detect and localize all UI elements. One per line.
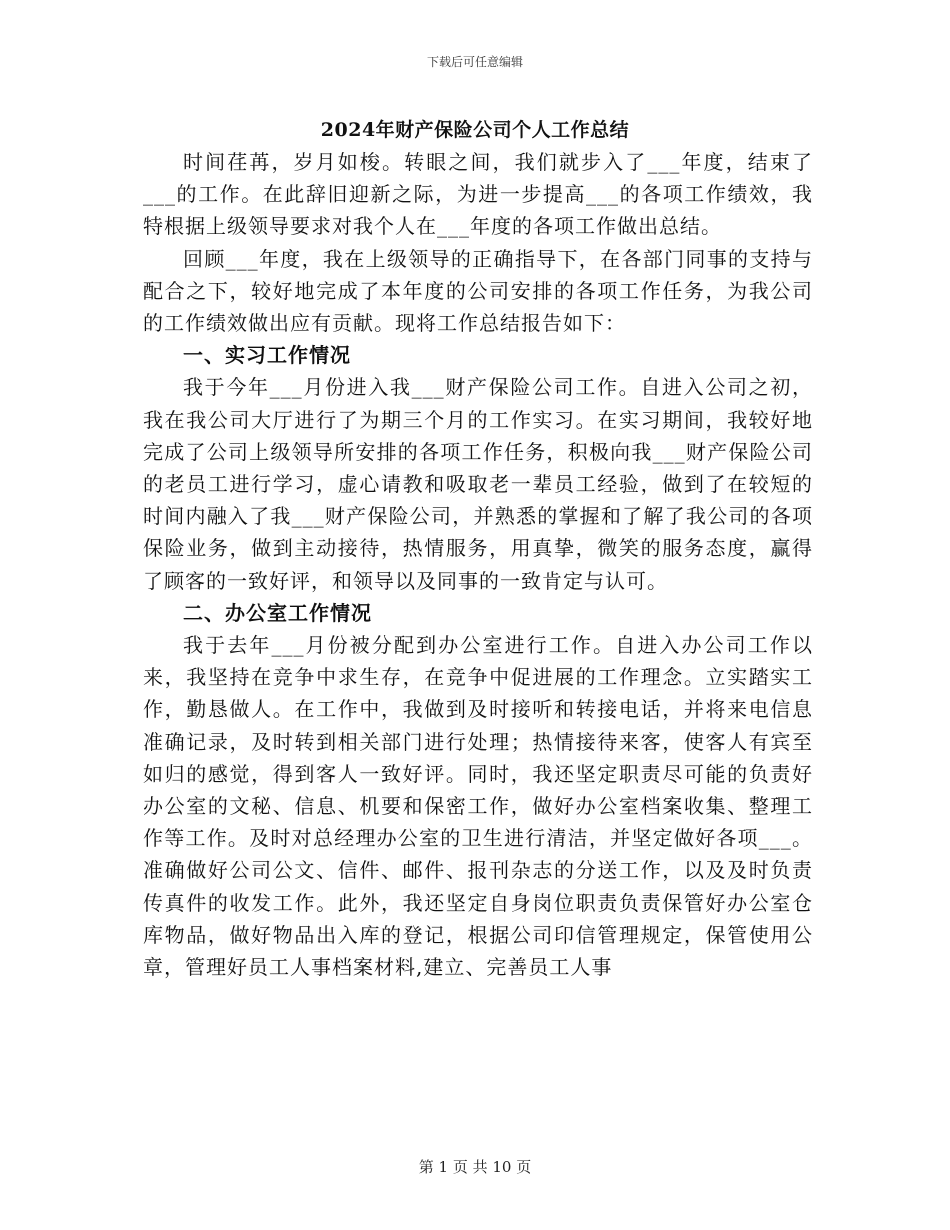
intro-paragraph-1: 时间荏苒，岁月如梭。转眼之间，我们就步入了___年度，结束了___的工作。在此辞旧迎新之际，为进一步提高___的各项工作绩效，我特根据上级领导要求对我个人在___年度的各项工作做出总结。 — [143, 150, 813, 239]
document-body — [143, 146, 813, 983]
page-footer: 第 1 页 共 10 页 — [418, 1158, 532, 1176]
section-heading-internship: 一、实习工作情况 — [183, 343, 351, 368]
section-paragraph-internship: 我于今年___月份进入我___财产保险公司工作。自进入公司之初，我在我公司大厅进行了为期三个月的工作实习。在实习期间，我较好地完成了公司上级领导所安排的各项工作任务，积极向我___财产保险公司的老员工进行学习，虚心请教和吸取老一辈员工经验，做到了在较短的时间内融入了我___财产保险公司，并熟悉的掌握和了解了我公司的各项保险业务，做到主动接待，热情服务，用真挚，微笑的服务态度，赢得了顾客的一致好评，和领导以及同事的一致肯定与认可。 — [143, 375, 813, 593]
header-note: 下载后可任意编辑 — [426, 55, 523, 69]
section-paragraph-office: 我于去年___月份被分配到办公室进行工作。自进入办公司工作以来，我坚持在竞争中求生存，在竞争中促进展的工作理念。立实踏实工作，勤恳做人。在工作中，我做到及时接听和转接电话，并将来电信息准确记录，及时转到相关部门进行处理；热情接待来客，使客人有宾至如归的感觉，得到客人一致好评。同时，我还坚定职责尽可能的负责好办公室的文秘、信息、机要和保密工作，做好办公室档案收集、整理工作等工作。及时对总经理办公室的卫生进行清洁，并坚定做好各项___。准确做好公司公文、信件、邮件、报刊杂志的分送工作，以及及时负责传真件的收发工作。此外，我还坚定自身岗位职责负责保管好办公室仓库物品，做好物品出入库的登记，根据公司印信管理规定，保管使用公章，管理好员工人事档案材料,建立、完善员工人事 — [143, 633, 813, 980]
document-title: 2024年财产保险公司个人工作总结 — [320, 119, 630, 141]
intro-paragraph-2: 回顾___年度，我在上级领导的正确指导下，在各部门同事的支持与配合之下，较好地完成了本年度的公司安排的各项工作任务，为我公司的工作绩效做出应有贡献。现将工作总结报告如下： — [143, 246, 813, 336]
section-heading-office: 二、办公室工作情况 — [183, 600, 372, 625]
